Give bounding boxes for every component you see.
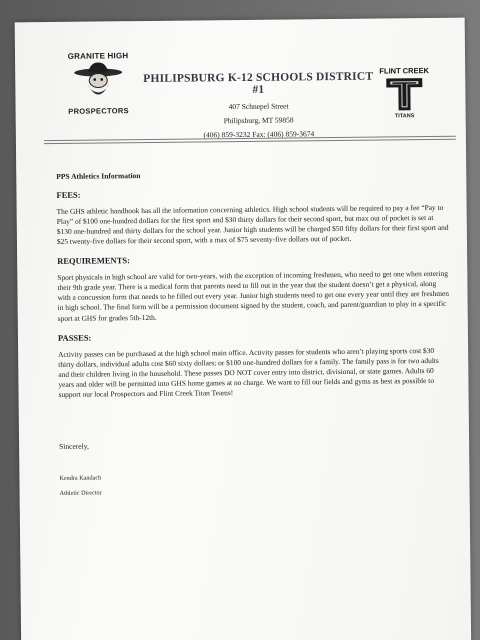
phone-fax: (406) 859-3232 Fax: (406) 859-3674 (203, 129, 315, 140)
signer-name: Kendra Kandach (59, 474, 102, 482)
prospector-mascot-icon (70, 61, 126, 106)
left-logo-mascot: PROSPECTORS (68, 106, 129, 116)
flint-creek-titans-logo (369, 66, 440, 120)
letter-body (56, 168, 451, 497)
right-logo-mascot: TITANS (394, 113, 415, 120)
section-heading-fees: FEES: (56, 189, 81, 200)
document-title: PPS Athletics Information (56, 171, 141, 181)
right-logo-school: FLINT CREEK (379, 66, 430, 76)
titans-t-icon (384, 76, 424, 112)
closing: Sincerely, (59, 441, 89, 451)
letterhead (143, 71, 374, 140)
section-heading-requirements: REQUIREMENTS: (57, 255, 130, 267)
granite-high-prospectors-logo (53, 51, 144, 116)
street-address: 407 Schnepel Street (228, 101, 289, 112)
section-text-passes: Activity passes can be purchased at the high school main office. Activity passes for students who aren’t playing sports cost $30 thirty dollars, individual adults cost $60 sixty dollars; or $100 one-hundred dollars for a family. The family pass is for two adults and their children living in the household. These passes DO NOT cover entry into district, divisional, or state games. Adults 60 years and older will be permitted into GHS home games at no charge. We want to fill our fields and gyms as best as possible to support our local Prospectors and Flint Creek Titan Teams! (58, 345, 439, 399)
city-state-zip: Philipsburg, MT 59858 (223, 115, 294, 126)
district-name: PHILIPSBURG K-12 SCHOOLS DISTRICT #1 (143, 70, 374, 96)
section-heading-passes: PASSES: (57, 332, 92, 343)
letter-page (15, 18, 472, 640)
left-logo-school: GRANITE HIGH (67, 51, 129, 61)
signer-title: Athletic Director (59, 489, 102, 497)
section-text-fees: The GHS athletic handbook has all the information concerning athletics. High school students will be required to pay a fee “Pay to Play” of $100 one-hundred dollars for the first sport and $30 thirty dollars for their second sport, but max out of pocket is set at $130 one-hundred and thirty dollars for the school year. Junior high students will be charged $50 fifty dollars for their first sport and $25 twenty-five dollars for their second sport, with a max of $75 seventy-five dollars out of pocket. (56, 202, 449, 247)
section-text-requirements: Sport physicals in high school are valid for two-years, with the exception of incoming freshmen, who need to get one when entering their 9th grade year. There is a medical form that parents need to fill out in the year that the student doesn’t get a physical, along with a concussion form that needs to be filled out every year. Junior high students need to get one every year until they are freshmen in high school. The final form will be a permission document signed by the student, coach, and parent/guardian to play in a specific sport at GHS for grades 5th-12th. (57, 269, 449, 323)
